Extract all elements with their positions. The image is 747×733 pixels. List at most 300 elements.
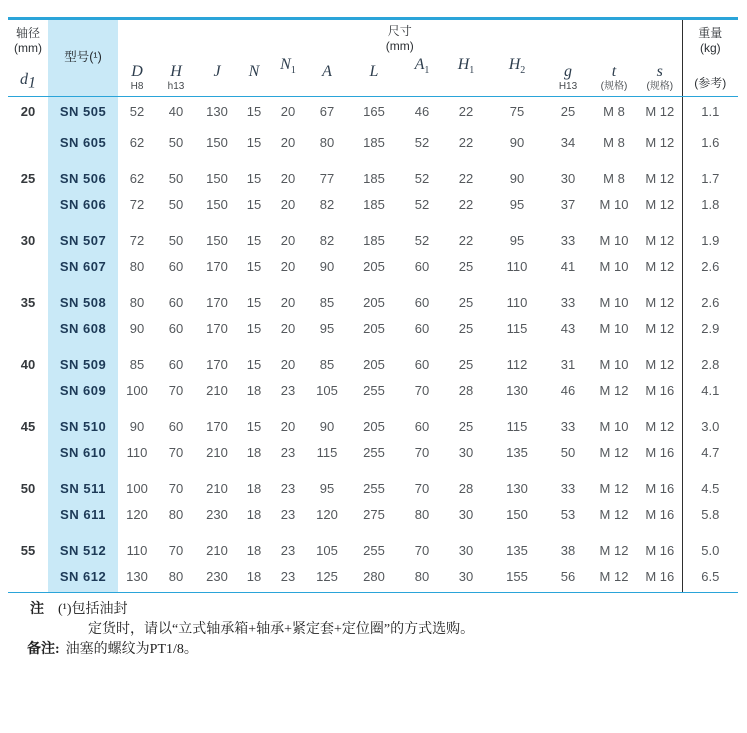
cell-dimension: 95 xyxy=(319,480,335,496)
cell-dimension: M 16 xyxy=(645,569,675,584)
cell-dimension: M 10 xyxy=(599,197,629,212)
cell-dimension: 52 xyxy=(414,170,430,186)
cell-dimension: 165 xyxy=(363,104,385,120)
cell-dimension: M 16 xyxy=(645,507,675,522)
cell-shaft-diameter: 45 xyxy=(20,418,36,434)
cell-dimension: 15 xyxy=(246,418,262,434)
cell-weight: 5.0 xyxy=(682,530,738,561)
weight-reference: (参考) xyxy=(694,75,727,90)
cell-dimension: 56 xyxy=(560,569,576,584)
cell-dimension: 150 xyxy=(206,197,228,212)
cell-dimension: 155 xyxy=(506,569,528,584)
cell-shaft-diameter xyxy=(8,313,48,344)
cell-dimension: 110 xyxy=(126,445,148,460)
cell-weight: 1.6 xyxy=(682,127,738,158)
cell-dimension: 150 xyxy=(206,135,228,150)
cell-dimension: 90 xyxy=(509,170,525,186)
cell-dimension: 210 xyxy=(206,542,228,558)
table-row xyxy=(8,127,738,158)
cell-dimension: 20 xyxy=(280,170,296,186)
cell-dimension: 20 xyxy=(280,259,296,274)
cell-dimension: 135 xyxy=(506,542,528,558)
cell-dimension: 60 xyxy=(168,418,184,434)
cell-dimension: 125 xyxy=(316,569,338,584)
cell-dimension: 80 xyxy=(168,569,184,584)
cell-weight: 1.1 xyxy=(682,96,738,127)
cell-dimension: 30 xyxy=(458,445,474,460)
cell-dimension: 255 xyxy=(363,445,385,460)
cell-dimension: 43 xyxy=(560,321,576,336)
header-weight xyxy=(682,20,738,96)
cell-dimension: 255 xyxy=(363,542,385,558)
cell-dimension: 70 xyxy=(414,542,430,558)
cell-dimension: 210 xyxy=(206,383,228,398)
cell-dimension: 210 xyxy=(206,480,228,496)
cell-weight: 1.7 xyxy=(682,158,738,189)
cell-model: SN 608 xyxy=(59,321,107,336)
shaft-diameter-symbol: $d_1$ xyxy=(20,71,36,92)
dimension-symbols-row xyxy=(8,55,738,96)
cell-dimension: 170 xyxy=(206,418,228,434)
cell-dimension: 205 xyxy=(363,356,385,372)
cell-weight: 5.8 xyxy=(682,499,738,530)
cell-dimension: 33 xyxy=(560,418,576,434)
cell-dimension: 100 xyxy=(126,383,148,398)
cell-dimension: 20 xyxy=(280,232,296,248)
cell-shaft-diameter: 50 xyxy=(20,480,36,496)
cell-dimension: 185 xyxy=(363,135,385,150)
cell-dimension: 135 xyxy=(506,445,528,460)
cell-model: SN 511 xyxy=(60,480,106,496)
cell-dimension: 30 xyxy=(458,542,474,558)
cell-dimension: 60 xyxy=(414,259,430,274)
table-row xyxy=(8,530,738,561)
cell-dimension: 205 xyxy=(363,321,385,336)
cell-shaft-diameter: 40 xyxy=(20,356,36,372)
cell-weight: 2.8 xyxy=(682,344,738,375)
footnote-3 xyxy=(0,640,747,660)
cell-dimension: 50 xyxy=(168,197,184,212)
row-group xyxy=(8,282,738,344)
cell-dimension: 105 xyxy=(316,383,338,398)
cell-dimension: 67 xyxy=(319,104,335,120)
row-group xyxy=(8,468,738,530)
cell-shaft-diameter xyxy=(8,251,48,282)
cell-dimension: M 12 xyxy=(599,507,629,522)
dimensions-unit: (mm) xyxy=(385,39,414,53)
cell-weight: 6.5 xyxy=(682,561,738,592)
row-group xyxy=(8,158,738,220)
cell-dimension: 120 xyxy=(316,507,338,522)
shaft-diameter-unit: (mm) xyxy=(14,41,42,55)
cell-dimension: 22 xyxy=(458,104,474,120)
cell-dimension: 77 xyxy=(319,170,335,186)
cell-weight: 2.6 xyxy=(682,282,738,313)
table-row xyxy=(8,344,738,375)
shaft-diameter-title: 轴径 xyxy=(15,26,40,40)
cell-dimension: 115 xyxy=(506,321,528,336)
cell-dimension: 80 xyxy=(129,294,145,310)
cell-dimension: 18 xyxy=(246,569,262,584)
cell-dimension: 20 xyxy=(280,135,296,150)
cell-dimension: 46 xyxy=(414,104,430,120)
table-row xyxy=(8,437,738,468)
cell-shaft-diameter xyxy=(8,127,48,158)
cell-dimension: 25 xyxy=(458,418,474,434)
cell-dimension: 50 xyxy=(168,232,184,248)
cell-dimension: 70 xyxy=(414,383,430,398)
cell-model: SN 508 xyxy=(59,294,107,310)
cell-dimension: 23 xyxy=(280,542,296,558)
cell-dimension: 37 xyxy=(560,197,576,212)
cell-dimension: 25 xyxy=(458,356,474,372)
header-dimensions xyxy=(118,20,682,55)
cell-dimension: 82 xyxy=(319,232,335,248)
cell-dimension: 185 xyxy=(363,170,385,186)
cell-dimension: 22 xyxy=(458,135,474,150)
cell-dimension: 22 xyxy=(458,170,474,186)
row-group xyxy=(8,220,738,282)
cell-dimension: 70 xyxy=(168,542,184,558)
cell-dimension: 18 xyxy=(246,445,262,460)
cell-dimension: M 12 xyxy=(599,383,629,398)
cell-dimension: 90 xyxy=(319,259,335,274)
cell-dimension: 52 xyxy=(414,232,430,248)
cell-weight: 2.6 xyxy=(682,251,738,282)
cell-dimension: 130 xyxy=(126,569,148,584)
cell-dimension: 28 xyxy=(458,383,474,398)
cell-dimension: 15 xyxy=(246,294,262,310)
dimension-symbol-header: J xyxy=(196,55,238,96)
cell-weight: 3.0 xyxy=(682,406,738,437)
cell-dimension: 230 xyxy=(206,507,228,522)
cell-dimension: 150 xyxy=(206,232,228,248)
row-group xyxy=(8,406,738,468)
cell-dimension: M 12 xyxy=(645,170,675,186)
table-row xyxy=(8,282,738,313)
cell-dimension: 90 xyxy=(129,321,145,336)
cell-dimension: M 16 xyxy=(645,383,675,398)
cell-dimension: M 10 xyxy=(599,418,629,434)
cell-model: SN 509 xyxy=(59,356,107,372)
cell-model: SN 612 xyxy=(59,569,107,584)
cell-dimension: 28 xyxy=(458,480,474,496)
cell-dimension: 40 xyxy=(168,104,184,120)
cell-dimension: 15 xyxy=(246,232,262,248)
cell-shaft-diameter: 20 xyxy=(20,104,36,120)
cell-dimension: 20 xyxy=(280,321,296,336)
cell-dimension: 15 xyxy=(246,259,262,274)
cell-dimension: 52 xyxy=(414,197,430,212)
cell-dimension: M 16 xyxy=(645,445,675,460)
cell-dimension: M 12 xyxy=(599,542,629,558)
spec-table-wrap xyxy=(8,17,738,593)
cell-dimension: 112 xyxy=(506,356,528,372)
cell-dimension: M 12 xyxy=(645,197,675,212)
header-shaft-diameter xyxy=(8,20,48,96)
cell-model: SN 506 xyxy=(59,170,107,186)
cell-dimension: 60 xyxy=(414,321,430,336)
cell-dimension: 18 xyxy=(246,542,262,558)
cell-dimension: 15 xyxy=(246,356,262,372)
weight-title: 重量 xyxy=(698,26,723,40)
cell-dimension: 20 xyxy=(280,104,296,120)
dimension-symbol-header: D H8 xyxy=(118,55,156,96)
weight-unit: (kg) xyxy=(699,41,721,55)
cell-dimension: M 12 xyxy=(645,232,675,248)
cell-dimension: 18 xyxy=(246,383,262,398)
cell-dimension: 60 xyxy=(168,321,184,336)
cell-dimension: 130 xyxy=(506,480,528,496)
cell-dimension: 110 xyxy=(506,259,528,274)
cell-dimension: 115 xyxy=(506,418,528,434)
cell-dimension: 85 xyxy=(319,294,335,310)
cell-dimension: 20 xyxy=(280,197,296,212)
cell-weight: 4.1 xyxy=(682,375,738,406)
cell-dimension: 15 xyxy=(246,321,262,336)
cell-model: SN 510 xyxy=(59,418,107,434)
cell-shaft-diameter xyxy=(8,375,48,406)
cell-dimension: 170 xyxy=(206,356,228,372)
table-row xyxy=(8,406,738,437)
cell-dimension: M 16 xyxy=(645,480,675,496)
row-group xyxy=(8,344,738,406)
cell-dimension: 80 xyxy=(319,135,335,150)
cell-dimension: 50 xyxy=(168,135,184,150)
cell-dimension: 205 xyxy=(363,418,385,434)
cell-dimension: 30 xyxy=(458,507,474,522)
cell-model: SN 610 xyxy=(59,445,107,460)
dimensions-title: 尺寸 xyxy=(387,24,412,38)
cell-dimension: M 12 xyxy=(645,259,675,274)
cell-weight: 2.9 xyxy=(682,313,738,344)
cell-dimension: M 10 xyxy=(599,356,629,372)
footnotes xyxy=(0,600,747,660)
cell-dimension: 34 xyxy=(560,135,576,150)
cell-dimension: M 10 xyxy=(599,321,629,336)
cell-dimension: 25 xyxy=(458,259,474,274)
cell-dimension: 23 xyxy=(280,569,296,584)
cell-dimension: 18 xyxy=(246,480,262,496)
cell-dimension: 170 xyxy=(206,294,228,310)
cell-dimension: 33 xyxy=(560,480,576,496)
cell-dimension: 31 xyxy=(560,356,576,372)
note-label: 注 xyxy=(30,602,44,617)
cell-dimension: M 12 xyxy=(645,356,675,372)
table-header xyxy=(8,20,738,96)
cell-dimension: 130 xyxy=(506,383,528,398)
dimension-symbol-header: $A_1$ xyxy=(400,55,444,96)
cell-model: SN 606 xyxy=(59,197,107,212)
table-row xyxy=(8,96,738,127)
dimension-symbol-header: g H13 xyxy=(546,55,590,96)
cell-dimension: M 10 xyxy=(599,259,629,274)
cell-dimension: 30 xyxy=(560,170,576,186)
cell-shaft-diameter xyxy=(8,561,48,592)
cell-dimension: 280 xyxy=(363,569,385,584)
cell-dimension: 105 xyxy=(316,542,338,558)
cell-dimension: M 12 xyxy=(599,569,629,584)
cell-dimension: 60 xyxy=(168,356,184,372)
cell-dimension: M 16 xyxy=(645,542,675,558)
cell-dimension: 80 xyxy=(414,569,430,584)
cell-dimension: 230 xyxy=(206,569,228,584)
table-row xyxy=(8,189,738,220)
cell-dimension: 70 xyxy=(168,383,184,398)
footnote-2: 定货时，请以“立式轴承箱+轴承+紧定套+定位圈”的方式选购。 xyxy=(88,622,475,637)
cell-model: SN 611 xyxy=(60,507,106,522)
cell-dimension: 50 xyxy=(168,170,184,186)
cell-dimension: 70 xyxy=(168,445,184,460)
cell-dimension: 41 xyxy=(560,259,576,274)
cell-dimension: 46 xyxy=(560,383,576,398)
cell-dimension: 33 xyxy=(560,232,576,248)
cell-dimension: 72 xyxy=(129,232,145,248)
cell-dimension: 60 xyxy=(414,294,430,310)
cell-dimension: 23 xyxy=(280,383,296,398)
bearing-unit-spec-table xyxy=(8,20,738,592)
table-row xyxy=(8,468,738,499)
cell-dimension: 110 xyxy=(126,542,148,558)
cell-weight: 1.9 xyxy=(682,220,738,251)
dimension-symbol-header: $N_1$ xyxy=(270,55,306,96)
remark-text: 油塞的螺纹为PT1/8。 xyxy=(65,642,198,657)
cell-model: SN 605 xyxy=(59,135,107,150)
table-row xyxy=(8,561,738,592)
cell-dimension: 170 xyxy=(206,321,228,336)
table-row xyxy=(8,375,738,406)
cell-weight: 1.8 xyxy=(682,189,738,220)
cell-dimension: 205 xyxy=(363,294,385,310)
cell-dimension: 20 xyxy=(280,294,296,310)
cell-dimension: 15 xyxy=(246,135,262,150)
cell-dimension: M 10 xyxy=(599,232,629,248)
dimension-symbol-header: s (规格) xyxy=(638,55,682,96)
cell-weight: 4.5 xyxy=(682,468,738,499)
cell-dimension: 60 xyxy=(168,259,184,274)
cell-dimension: 22 xyxy=(458,197,474,212)
cell-dimension: 210 xyxy=(206,445,228,460)
cell-dimension: 62 xyxy=(129,135,145,150)
cell-dimension: 23 xyxy=(280,507,296,522)
dimension-symbol-header: A xyxy=(306,55,348,96)
cell-shaft-diameter xyxy=(8,189,48,220)
cell-dimension: M 12 xyxy=(599,445,629,460)
cell-dimension: 85 xyxy=(319,356,335,372)
cell-dimension: 100 xyxy=(126,480,148,496)
cell-dimension: 150 xyxy=(206,170,228,186)
cell-dimension: 115 xyxy=(316,445,338,460)
cell-dimension: 275 xyxy=(363,507,385,522)
dimension-symbol-header: t (规格) xyxy=(590,55,638,96)
cell-shaft-diameter: 55 xyxy=(20,542,36,558)
cell-dimension: 70 xyxy=(414,480,430,496)
cell-dimension: 60 xyxy=(414,418,430,434)
dimension-symbol-header: H h13 xyxy=(156,55,196,96)
dimension-symbol-header: $H_1$ xyxy=(444,55,488,96)
cell-model: SN 512 xyxy=(59,542,107,558)
cell-dimension: 90 xyxy=(319,418,335,434)
row-group xyxy=(8,530,738,592)
cell-dimension: 95 xyxy=(319,321,335,336)
cell-dimension: 255 xyxy=(363,383,385,398)
cell-dimension: 80 xyxy=(168,507,184,522)
cell-dimension: 25 xyxy=(458,294,474,310)
cell-dimension: M 12 xyxy=(645,321,675,336)
cell-dimension: 38 xyxy=(560,542,576,558)
cell-dimension: 185 xyxy=(363,232,385,248)
cell-dimension: M 12 xyxy=(645,418,675,434)
cell-shaft-diameter: 30 xyxy=(20,232,36,248)
cell-model: SN 505 xyxy=(59,104,107,120)
cell-dimension: 110 xyxy=(506,294,528,310)
cell-model: SN 507 xyxy=(59,232,107,248)
cell-dimension: 70 xyxy=(168,480,184,496)
cell-dimension: 20 xyxy=(280,356,296,372)
cell-dimension: 170 xyxy=(206,259,228,274)
cell-dimension: M 12 xyxy=(645,294,675,310)
cell-dimension: 23 xyxy=(280,445,296,460)
cell-dimension: 70 xyxy=(414,445,430,460)
note-1-text: (¹)包括油封 xyxy=(58,602,128,617)
cell-dimension: 15 xyxy=(246,104,262,120)
cell-dimension: 95 xyxy=(509,232,525,248)
cell-dimension: M 10 xyxy=(599,294,629,310)
cell-shaft-diameter xyxy=(8,437,48,468)
cell-dimension: 25 xyxy=(458,321,474,336)
cell-dimension: 90 xyxy=(129,418,145,434)
cell-dimension: 18 xyxy=(246,507,262,522)
cell-dimension: 60 xyxy=(168,294,184,310)
cell-dimension: 85 xyxy=(129,356,145,372)
cell-shaft-diameter: 25 xyxy=(20,170,36,186)
table-row xyxy=(8,251,738,282)
cell-dimension: 90 xyxy=(509,135,525,150)
cell-model: SN 607 xyxy=(59,259,107,274)
dimension-symbol-header: L xyxy=(348,55,400,96)
cell-dimension: 23 xyxy=(280,480,296,496)
cell-dimension: 72 xyxy=(129,197,145,212)
table-row xyxy=(8,158,738,189)
cell-dimension: 52 xyxy=(414,135,430,150)
cell-dimension: M 12 xyxy=(645,135,675,150)
cell-dimension: 62 xyxy=(129,170,145,186)
cell-dimension: 20 xyxy=(280,418,296,434)
cell-dimension: 25 xyxy=(560,104,576,120)
table-row xyxy=(8,220,738,251)
header-model: 型号(¹) xyxy=(48,20,118,96)
cell-dimension: 53 xyxy=(560,507,576,522)
cell-dimension: 120 xyxy=(126,507,148,522)
cell-dimension: M 12 xyxy=(599,480,629,496)
cell-dimension: 52 xyxy=(129,104,145,120)
dimension-symbol-header: N xyxy=(238,55,270,96)
cell-dimension: 95 xyxy=(509,197,525,212)
table-row xyxy=(8,313,738,344)
cell-dimension: 30 xyxy=(458,569,474,584)
catalog-page xyxy=(0,17,747,733)
cell-model: SN 609 xyxy=(59,383,107,398)
cell-dimension: 130 xyxy=(206,104,228,120)
cell-dimension: 60 xyxy=(414,356,430,372)
cell-dimension: 255 xyxy=(363,480,385,496)
dimension-symbol-header: $H_2$ xyxy=(488,55,546,96)
cell-dimension: M 8 xyxy=(603,104,625,120)
cell-dimension: 22 xyxy=(458,232,474,248)
cell-dimension: M 8 xyxy=(603,135,625,150)
cell-dimension: 80 xyxy=(414,507,430,522)
cell-dimension: 15 xyxy=(246,170,262,186)
